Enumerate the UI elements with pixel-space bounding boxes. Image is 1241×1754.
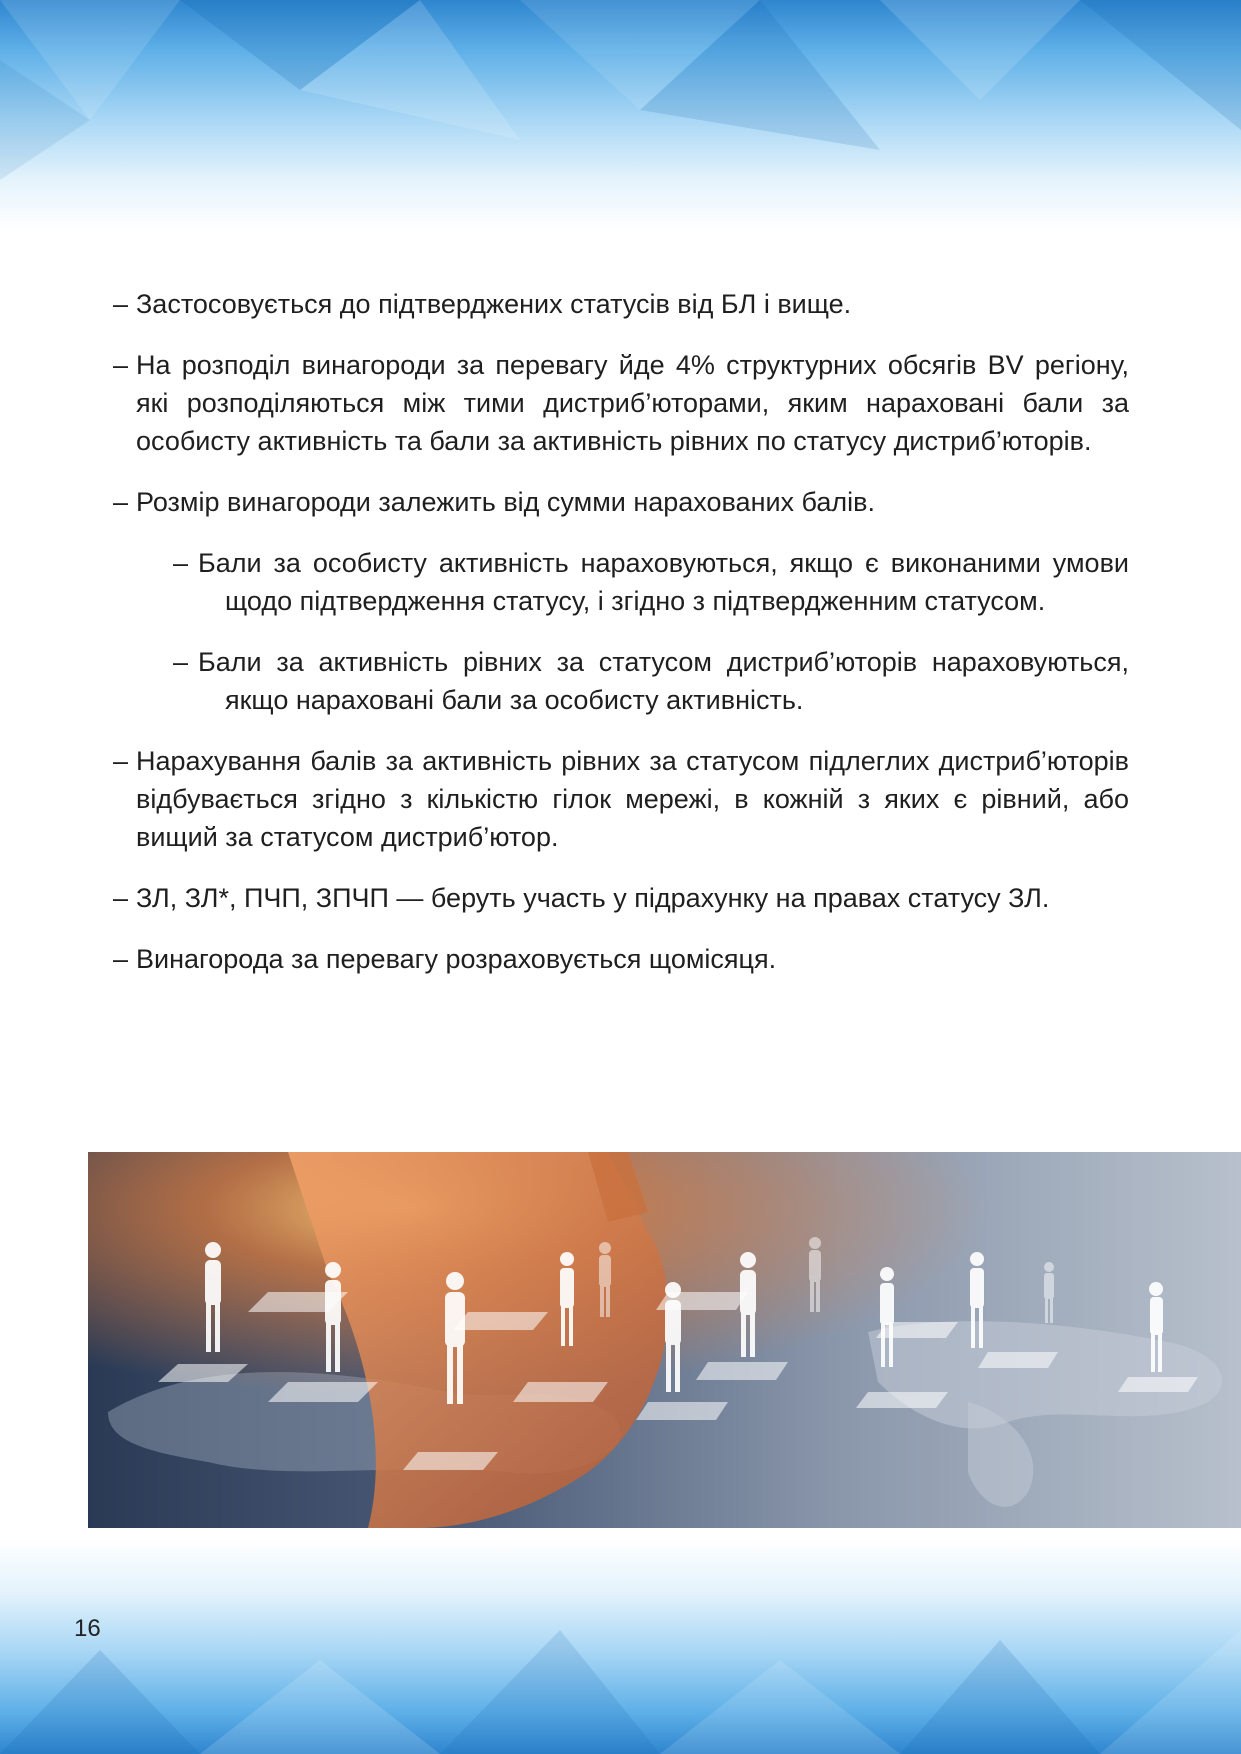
network-people-image [88, 1152, 1241, 1528]
bullet-paragraph [113, 346, 1129, 460]
bullet-dash: – [173, 548, 189, 578]
bullet-paragraph [113, 742, 1129, 856]
main-text [113, 285, 1129, 1001]
bullet-paragraph [113, 940, 1129, 978]
bullet-dash: – [113, 350, 129, 380]
footer-decoration [0, 1540, 1241, 1754]
bullet-text: Застосовується до підтверджених статусів від БЛ і вище. [136, 289, 852, 319]
bullet-text: Бали за особисту активність нараховуються, якщо є виконаними умови щодо підтвердження статусу, і згідно з підтвердженним статусом. [198, 548, 1129, 616]
bullet-paragraph [113, 879, 1129, 917]
sub-bullet-paragraph [173, 544, 1129, 620]
sub-bullet-paragraph [173, 643, 1129, 719]
bullet-text: Бали за активність рівних за статусом дистриб’юторів нараховуються, якщо нараховані бали за особисту активність. [198, 647, 1129, 715]
bullet-dash: – [113, 944, 129, 974]
bullet-dash: – [113, 746, 129, 776]
bullet-text: Нарахування балів за активність рівних за статусом підлеглих дистриб’юторів відбувається згідно з кількістю гілок мережі, в кожній з яких є рівний, або вищий за статусом дистриб’ютор. [136, 746, 1129, 852]
header-decoration [0, 0, 1241, 230]
page-number: 16 [74, 1615, 101, 1642]
bullet-paragraph [113, 285, 1129, 323]
bullet-text: На розподіл винагороди за перевагу йде 4% структурних обсягів BV регіону, які розподіляються між тими дистриб’юторами, яким нараховані бали за особисту активність та бали за активність рівних по статусу дистриб’юторів. [136, 350, 1129, 456]
bullet-paragraph [113, 483, 1129, 521]
polygon-pattern [0, 1540, 1241, 1754]
bullet-dash: – [113, 883, 129, 913]
bullet-text: Розмір винагороди залежить від сумми нарахованих балів. [136, 487, 876, 517]
polygon-pattern [0, 0, 1241, 230]
bullet-text: Винагорода за перевагу розраховується щомісяця. [136, 944, 777, 974]
bullet-dash: – [113, 289, 129, 319]
bullet-dash: – [173, 647, 189, 677]
network-illustration [88, 1152, 1241, 1528]
bullet-dash: – [113, 487, 129, 517]
bullet-text: ЗЛ, ЗЛ*, ПЧП, ЗПЧП — беруть участь у підрахунку на правах статусу ЗЛ. [136, 883, 1050, 913]
